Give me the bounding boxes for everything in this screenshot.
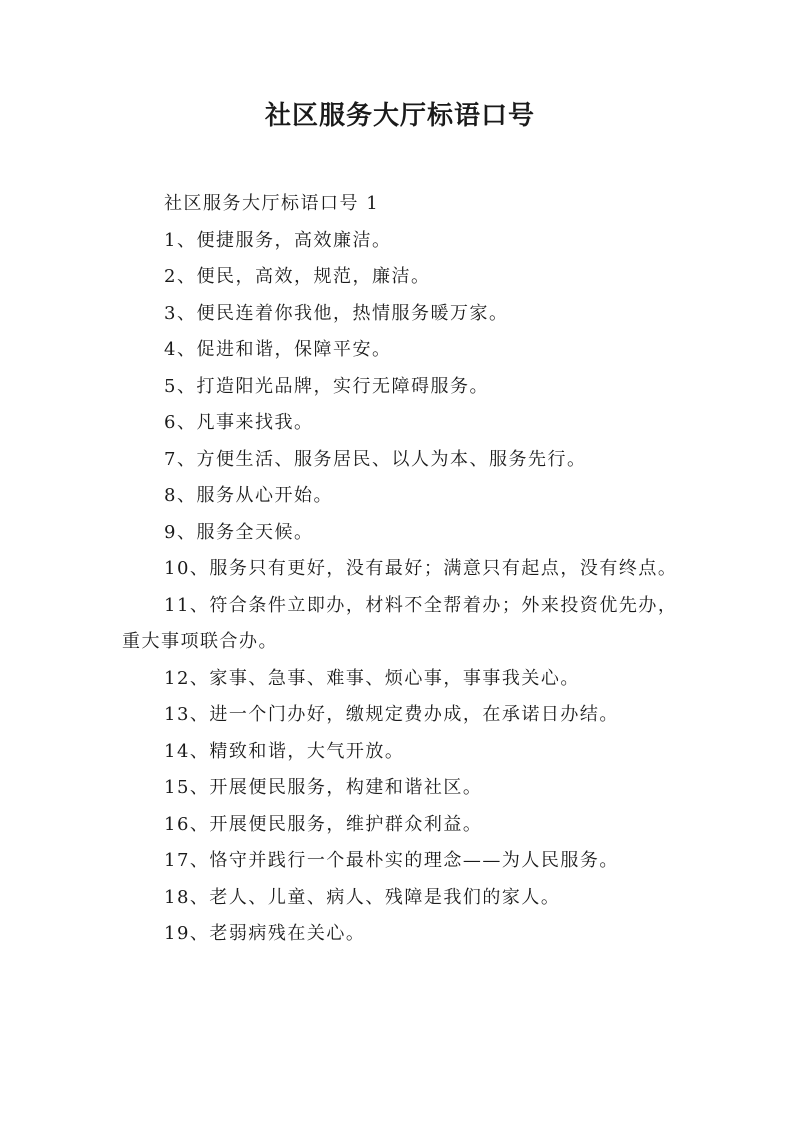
slogan-item: 13、进一个门办好，缴规定费办成，在承诺日办结。 (164, 704, 619, 725)
slogan-item: 7、方便生活、服务居民、以人为本、服务先行。 (164, 448, 587, 470)
slogan-item: 14、精致和谐，大气开放。 (164, 740, 405, 762)
slogan-item: 8、服务从心开始。 (164, 485, 333, 506)
section-subtitle: 社区服务大厅标语口号 1 (164, 193, 380, 214)
slogan-item: 2、便民，高效，规范，廉洁。 (164, 266, 431, 287)
page-title: 社区服务大厅标语口号 (264, 101, 535, 131)
slogan-item: 11、符合条件立即办，材料不全帮着办；外来投资优先办，重大事项联合办。 (122, 594, 678, 652)
slogan-item: 4、促进和谐，保障平安。 (164, 339, 392, 360)
slogan-item: 16、开展便民服务，维护群众利益。 (164, 813, 483, 835)
slogan-item: 6、凡事来找我。 (164, 412, 314, 433)
slogan-item: 12、家事、急事、难事、烦心事，事事我关心。 (164, 667, 580, 689)
slogan-item: 9、服务全天候。 (164, 521, 314, 543)
slogan-item: 18、老人、儿童、病人、残障是我们的家人。 (164, 886, 561, 908)
slogan-item: 10、服务只有更好，没有最好；满意只有起点，没有终点。 (164, 558, 678, 579)
slogan-item: 17、恪守并践行一个最朴实的理念——为人民服务。 (164, 850, 619, 871)
slogan-item: 1、便捷服务，高效廉洁。 (164, 229, 392, 251)
document-body (122, 186, 687, 953)
slogan-item: 5、打造阳光品牌，实行无障碍服务。 (164, 375, 489, 397)
slogan-item: 19、老弱病残在关心。 (164, 923, 366, 944)
slogan-item: 15、开展便民服务，构建和谐社区。 (164, 777, 483, 798)
slogan-item: 3、便民连着你我他，热情服务暖万家。 (164, 302, 509, 324)
